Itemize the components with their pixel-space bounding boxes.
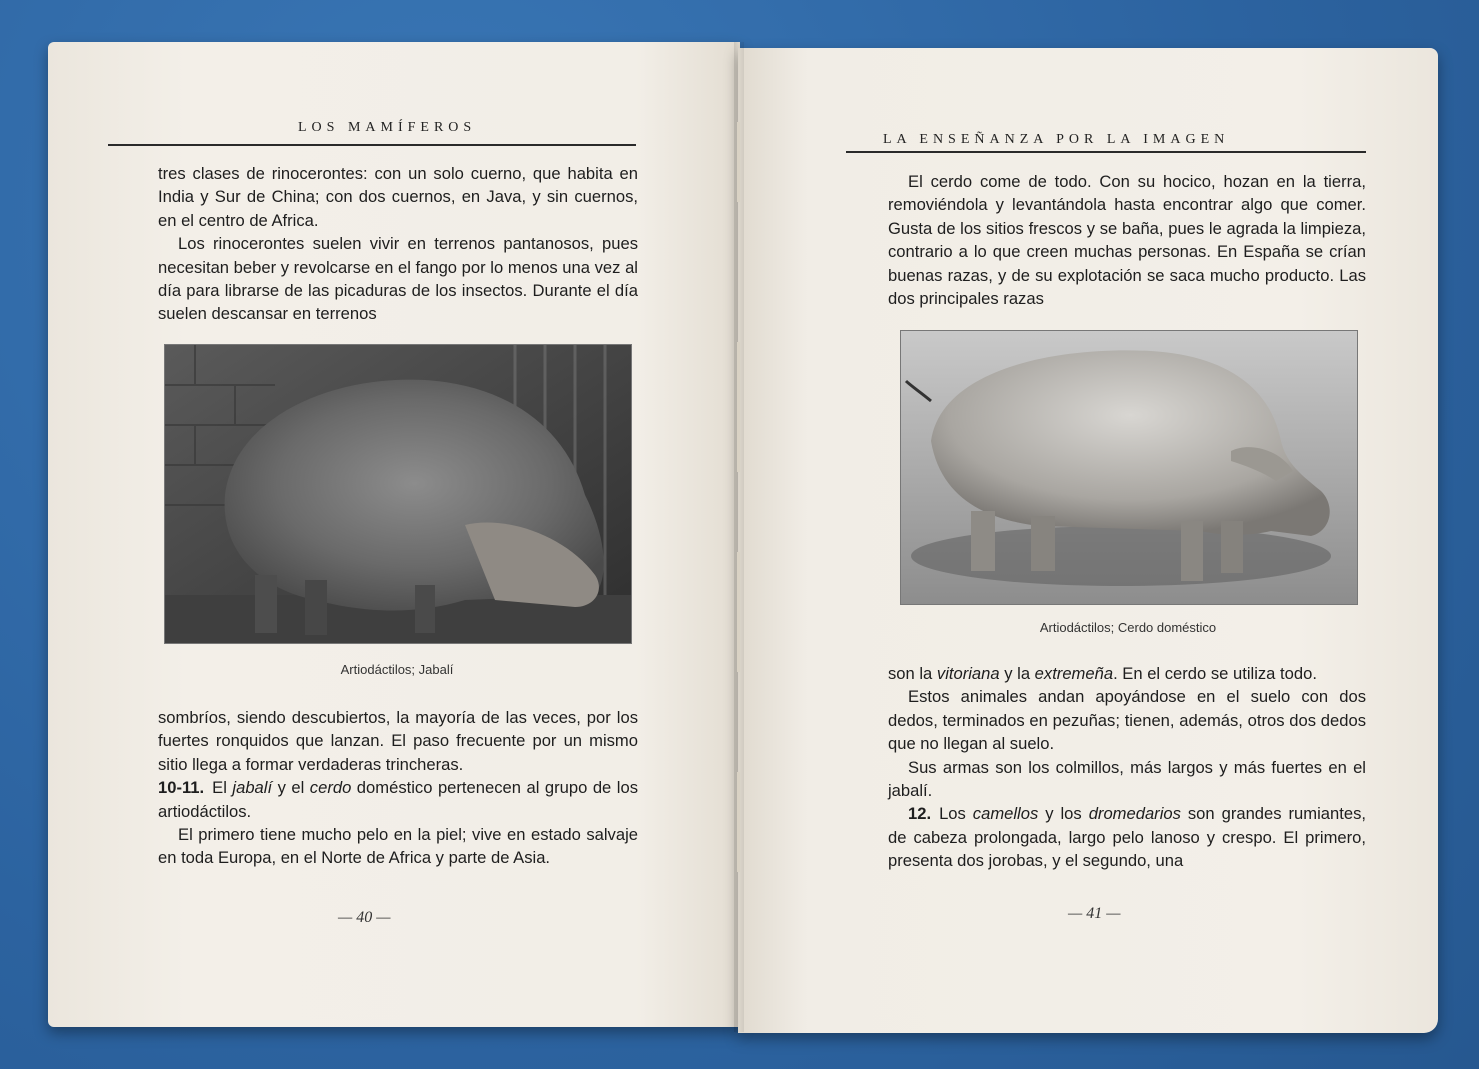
right-head-rule	[846, 151, 1366, 153]
right-top-text	[888, 170, 1366, 310]
right-running-head: LA ENSEÑANZA POR LA IMAGEN	[883, 132, 1230, 147]
text-run: . En el cerdo se utiliza todo.	[1113, 664, 1317, 683]
wild-boar-photo	[164, 344, 632, 644]
text-run: doméstico pertenecen al grupo de los artiodáctilos.	[158, 778, 638, 821]
right-page-number: — 41 —	[1068, 905, 1121, 922]
text-run-italic: cerdo	[309, 778, 352, 798]
section-number: 10-11.	[158, 778, 205, 798]
left-head-rule	[108, 144, 636, 146]
paragraph: sombríos, siendo descubiertos, la mayoría de las veces, por los fuertes ronquidos que lanzan. El paso frecuente por un mismo sitio llega a formar verdaderas trincheras.	[158, 708, 638, 774]
text-run: son la	[888, 664, 937, 683]
text-run-italic: dromedarios	[1088, 804, 1181, 824]
domestic-pig-caption: Artiodáctilos; Cerdo doméstico	[1039, 620, 1217, 635]
binding-stitch	[737, 772, 740, 872]
right-bottom-text	[888, 662, 1366, 873]
right-page	[738, 48, 1438, 1033]
text-run: y el	[272, 778, 310, 798]
paragraph: tres clases de rinocerontes: con un solo cuerno, que habita en India y Sur de China; con dos cuernos, en Java, y sin cuernos, en el centro de Africa.	[158, 164, 638, 230]
paragraph: El cerdo come de todo. Con su hocico, hozan en la tierra, removiéndola y levantándola hasta encontrar algo que comer. Gusta de los sitios frescos y se baña, pues le agrada la limpieza, contrario a lo que creen muchas personas. En España se crían buenas razas, y de su explotación se saca mucho producto. Las dos principales razas	[888, 172, 1366, 309]
paragraph	[888, 662, 1366, 685]
text-run-italic: camellos	[972, 804, 1039, 824]
text-run: El	[212, 778, 233, 798]
text-run-italic: extremeña	[1034, 664, 1114, 683]
text-run: son grandes rumiantes, de cabeza prolongada, largo pelo lanoso y crespo. El primero, presenta dos jorobas, y el segundo, una	[888, 804, 1366, 871]
left-page	[48, 42, 740, 1027]
paragraph: Estos animales andan apoyándose en el suelo con dos dedos, terminados en pezuñas; tienen, además, otros dos dedos que no llegan al suelo.	[888, 687, 1366, 754]
wild-boar-caption: Artiodáctilos; Jabalí	[340, 662, 454, 677]
text-run-italic: vitoriana	[936, 664, 1000, 683]
open-book-spread	[48, 42, 1438, 1032]
left-top-text	[158, 162, 638, 326]
section-number: 12.	[908, 804, 932, 824]
binding-stitch	[737, 552, 740, 672]
text-run-italic: jabalí	[232, 778, 273, 798]
binding-stitch	[737, 342, 740, 472]
paragraph: El primero tiene mucho pelo en la piel; vive en estado salvaje en toda Europa, en el Norte de Africa y parte de Asia.	[158, 825, 638, 868]
binding-stitch	[737, 122, 740, 202]
paragraph: Los rinocerontes suelen vivir en terrenos pantanosos, pues necesitan beber y revolcarse en el fango por lo menos una vez al día para librarse de las picaduras de los insectos. Durante el día suelen descansar en terrenos	[158, 234, 638, 324]
left-page-number: — 40 —	[338, 909, 391, 926]
section-paragraph	[158, 776, 638, 823]
text-run: y los	[1038, 804, 1089, 824]
text-run: Los	[939, 804, 973, 824]
text-run: y la	[999, 664, 1035, 683]
left-bottom-text	[158, 706, 638, 870]
domestic-pig-photo	[900, 330, 1358, 605]
section-paragraph	[888, 802, 1366, 872]
left-running-head: LOS MAMÍFEROS	[298, 120, 477, 135]
paragraph: Sus armas son los colmillos, más largos y más fuertes en el jabalí.	[888, 757, 1366, 801]
